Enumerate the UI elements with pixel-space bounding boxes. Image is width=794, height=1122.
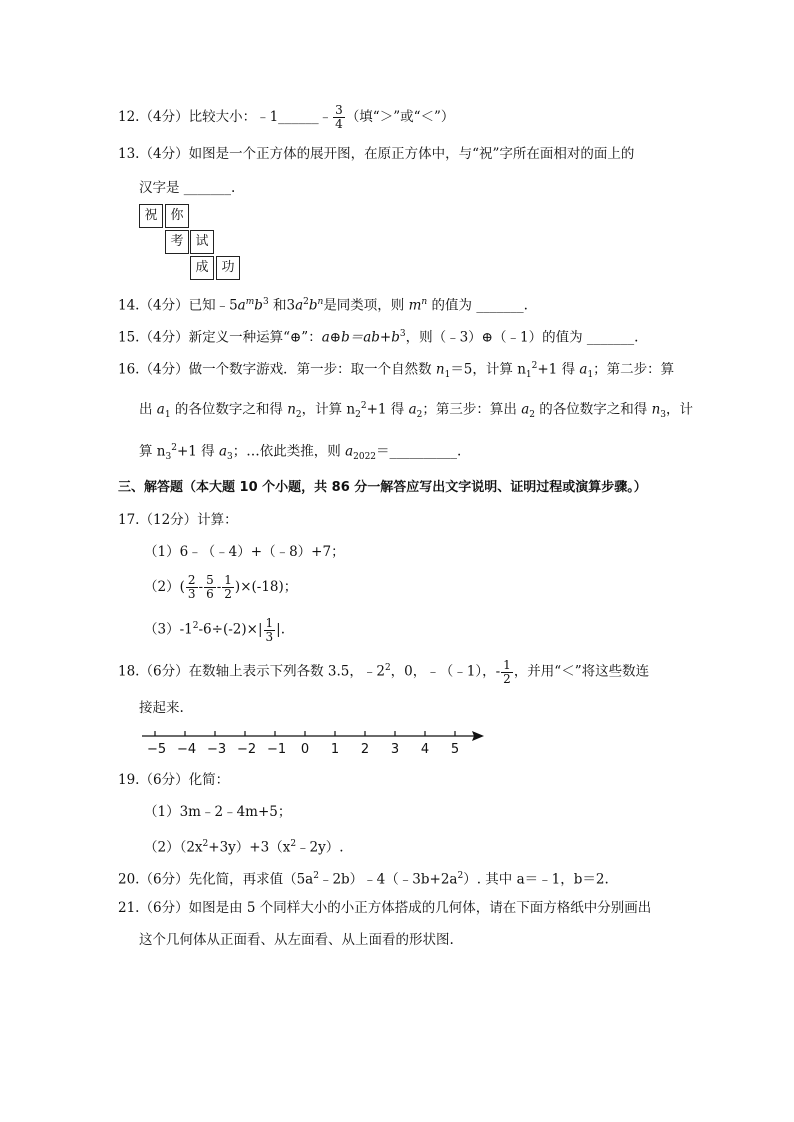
q17-score: （12分） bbox=[139, 512, 198, 528]
q16-text: +1 得 bbox=[176, 443, 215, 460]
q13-text: 如图是一个正方体的展开图，在原正方体中，与“祝”字所在面相对的面上的 bbox=[188, 146, 635, 162]
q18-number: 18. bbox=[118, 663, 140, 680]
question-19 bbox=[118, 770, 229, 790]
q16-text: +1 得 bbox=[537, 361, 576, 378]
q19-part2-b: +3y）+3（x bbox=[208, 839, 291, 856]
question-16-line2: 出 $a_1$ 的各位数字之和得 $n_2$，计算 $n_2^2+1$ 得 $a_2$；第三步：算出 $a_2$ 的各位数字之和得 $n_3$，计 bbox=[139, 401, 694, 421]
q16-text: ；第三步：算出 bbox=[422, 401, 517, 418]
q18-text3: ，并用“＜”将这些数连 bbox=[513, 663, 650, 680]
q14-score: （4分） bbox=[139, 297, 189, 314]
q14-blank: _______ bbox=[476, 297, 524, 314]
q12-score: （4分） bbox=[139, 109, 189, 125]
q17-number: 17. bbox=[118, 512, 140, 528]
q21-score: （6分） bbox=[139, 900, 189, 916]
number-line-label: −1 bbox=[267, 742, 287, 757]
q16-text: 的各位数字之和得 bbox=[539, 401, 648, 418]
number-line-label: 0 bbox=[300, 742, 310, 757]
q12-minus: ﹣ bbox=[318, 109, 333, 125]
q14-number: 14. bbox=[118, 297, 140, 314]
q14-text-a: 已知﹣5 bbox=[188, 297, 238, 314]
q17-part1: （1）6﹣（﹣4）+（﹣8）+7； bbox=[144, 544, 345, 560]
question-14: 14.（4分）已知$﹣5a^mb^3$ 和$3a^2b^n$是同类项，则 $m^n$ 的值为 _______. bbox=[118, 297, 528, 314]
number-line-label: 3 bbox=[390, 742, 400, 757]
q17-text: 计算： bbox=[197, 512, 238, 528]
q19-part2-c: ﹣2y）. bbox=[296, 839, 344, 856]
q20-score: （6分） bbox=[139, 871, 189, 888]
q21-text: 如图是由 5 个同样大小的小正方体搭成的几何体，请在下面方格纸中分别画出 bbox=[188, 900, 652, 916]
q15-text: 新定义一种运算“⊕”： bbox=[188, 329, 322, 346]
q16-text: ，计算 bbox=[301, 401, 343, 418]
number-line-label: −2 bbox=[237, 742, 257, 757]
net-cell: 功 bbox=[216, 256, 240, 280]
q13-blank: _______ bbox=[183, 180, 232, 196]
q12-blank: ______ bbox=[278, 109, 319, 125]
number-line-label: 4 bbox=[420, 742, 430, 757]
q14-text-b: 和3 bbox=[272, 297, 296, 314]
q13-period: . bbox=[231, 180, 236, 196]
q14-text-c: 是同类项，则 bbox=[323, 297, 405, 314]
q12-hint: （填“＞”或“＜”） bbox=[345, 109, 455, 125]
question-16-line3: 算 $n_3^2+1$ 得 $a_3$；…依此类推，则 $a_{2022}=\_\_\_\_\_\_\_\_\_\_$. bbox=[139, 443, 462, 463]
question-13-line2 bbox=[139, 178, 235, 198]
net-cell: 考 bbox=[165, 230, 189, 254]
question-13-line1 bbox=[118, 144, 634, 164]
q16-text: ；…依此类推，则 bbox=[232, 443, 341, 460]
net-cell: 试 bbox=[190, 230, 214, 254]
q18-line2: 接起来. bbox=[139, 700, 184, 716]
q18-score: （6分） bbox=[139, 663, 189, 680]
q17-part2: （2）( $\frac{2}{3}$ - $\frac{5}{6}$ - $\frac{1}{2}$ )×(-18)； bbox=[144, 573, 298, 601]
q19-part2-a: （2）（2x bbox=[144, 839, 203, 856]
q17-part3-label: （3） bbox=[144, 621, 180, 638]
q13-text2: 汉字是 bbox=[139, 180, 180, 196]
net-cell: 成 bbox=[190, 256, 214, 280]
q15-tail: ，则（﹣3）⊕（﹣1）的值为 bbox=[405, 329, 583, 346]
number-line-label: −3 bbox=[207, 742, 227, 757]
section-3-header: 三、解答题（本大题 10 个小题，共 86 分一解答应写出文字说明、证明过程或演算步骤。） bbox=[118, 480, 647, 495]
q19-text: 化简： bbox=[188, 772, 230, 788]
q16-text: ＝5，计算 bbox=[450, 361, 513, 378]
q17-part3-b: -6÷(-2)×| bbox=[198, 621, 263, 638]
q20-number: 20. bbox=[118, 871, 140, 888]
q16-number: 16. bbox=[118, 361, 140, 378]
q16-text: 的各位数字之和得 bbox=[174, 401, 283, 418]
q19-number: 19. bbox=[118, 772, 140, 788]
q12-fraction: $\frac{3}{4}$ bbox=[335, 103, 343, 131]
q16-text: 算 bbox=[139, 443, 153, 460]
q18-text2: ，0，﹣（﹣1）， bbox=[390, 663, 496, 680]
q15-formula: a⊕b＝ab+b bbox=[321, 329, 400, 346]
question-20: 20.（6分）先化简，再求值$(5a^2﹣2b)﹣4(﹣3b+2a^2)$. 其中 a＝﹣1，b＝2. bbox=[118, 871, 609, 888]
question-17 bbox=[118, 510, 238, 530]
q14-period: . bbox=[523, 297, 528, 314]
q15-score: （4分） bbox=[139, 329, 189, 346]
q20-text3: ）. 其中 a＝﹣1，b＝2. bbox=[463, 871, 609, 888]
q16-text: ，计 bbox=[666, 401, 694, 418]
q14-text-d: 的值为 bbox=[431, 297, 473, 314]
q17-part3-c: |. bbox=[276, 621, 285, 638]
q15-blank: _______ bbox=[586, 329, 635, 346]
q17-part3: $(3)-1^2-6\div(-2)\times|$ $\frac{1}{3}$ |. bbox=[144, 615, 285, 644]
question-21-line1 bbox=[118, 898, 651, 918]
number-line-label: 5 bbox=[450, 742, 460, 757]
q15-period: . bbox=[634, 329, 639, 346]
question-16-line1: 16.（4分）做一个数字游戏．第一步：取一个自然数 $n_1=5$，计算 $n_1^2+1$ 得 $a_1$；第二步：算 bbox=[118, 361, 675, 381]
number-line-label: 2 bbox=[360, 742, 370, 757]
q16-period: . bbox=[457, 443, 462, 460]
q19-score: （6分） bbox=[139, 772, 189, 788]
q16-text: +1 得 bbox=[366, 401, 405, 418]
q17-part2-tail: ×(-18)； bbox=[240, 579, 298, 595]
q12-text: 比较大小：﹣1 bbox=[188, 109, 279, 125]
q17-part2-label: （2） bbox=[144, 579, 180, 595]
question-18: 18.（6分）在数轴上表示下列各数 3.5，$﹣2^2$，0，﹣（﹣1），- $\frac{1}{2}$ ，并用“＜”将这些数连 bbox=[118, 657, 650, 686]
question-12 bbox=[118, 104, 454, 131]
q16-text: ＝ bbox=[376, 443, 390, 460]
q13-number: 13. bbox=[118, 146, 140, 162]
number-line-label: −5 bbox=[147, 742, 167, 757]
number-line-label: −4 bbox=[177, 742, 197, 757]
number-line-label: 1 bbox=[330, 742, 340, 757]
net-cell: 祝 bbox=[139, 204, 163, 228]
question-21-line2: 这个几何体从正面看、从左面看、从上面看的形状图. bbox=[139, 932, 454, 948]
q12-number: 12. bbox=[118, 109, 140, 125]
q13-score: （4分） bbox=[139, 146, 189, 162]
q16-text: 出 bbox=[139, 401, 153, 418]
q18-text: 在数轴上表示下列各数 3.5，﹣2 bbox=[188, 663, 385, 680]
q16-text: 做一个数字游戏．第一步：取一个自然数 bbox=[188, 361, 432, 378]
q19-part2: $(2)(2x^2+3y)+3(x^2﹣2y)$. bbox=[144, 839, 344, 856]
q20-text2: ﹣2b）﹣4（﹣3b+2a bbox=[318, 871, 458, 888]
q16-blank: __________ bbox=[389, 443, 458, 460]
q16-score: （4分） bbox=[139, 361, 189, 378]
question-15: 15.（4分）新定义一种运算“⊕”：$a\oplus b=ab+b^3$，则（﹣3）⊕（﹣1）的值为 _______. bbox=[118, 329, 639, 346]
q20-text: 先化简，再求值（5a bbox=[188, 871, 314, 888]
q19-part1: （1）3m﹣2﹣4m+5； bbox=[144, 804, 292, 820]
q15-number: 15. bbox=[118, 329, 140, 346]
q16-text: ；第二步：算 bbox=[593, 361, 675, 378]
net-cell: 你 bbox=[165, 204, 189, 228]
q21-number: 21. bbox=[118, 900, 140, 916]
q17-part3-a: -1 bbox=[179, 621, 193, 638]
